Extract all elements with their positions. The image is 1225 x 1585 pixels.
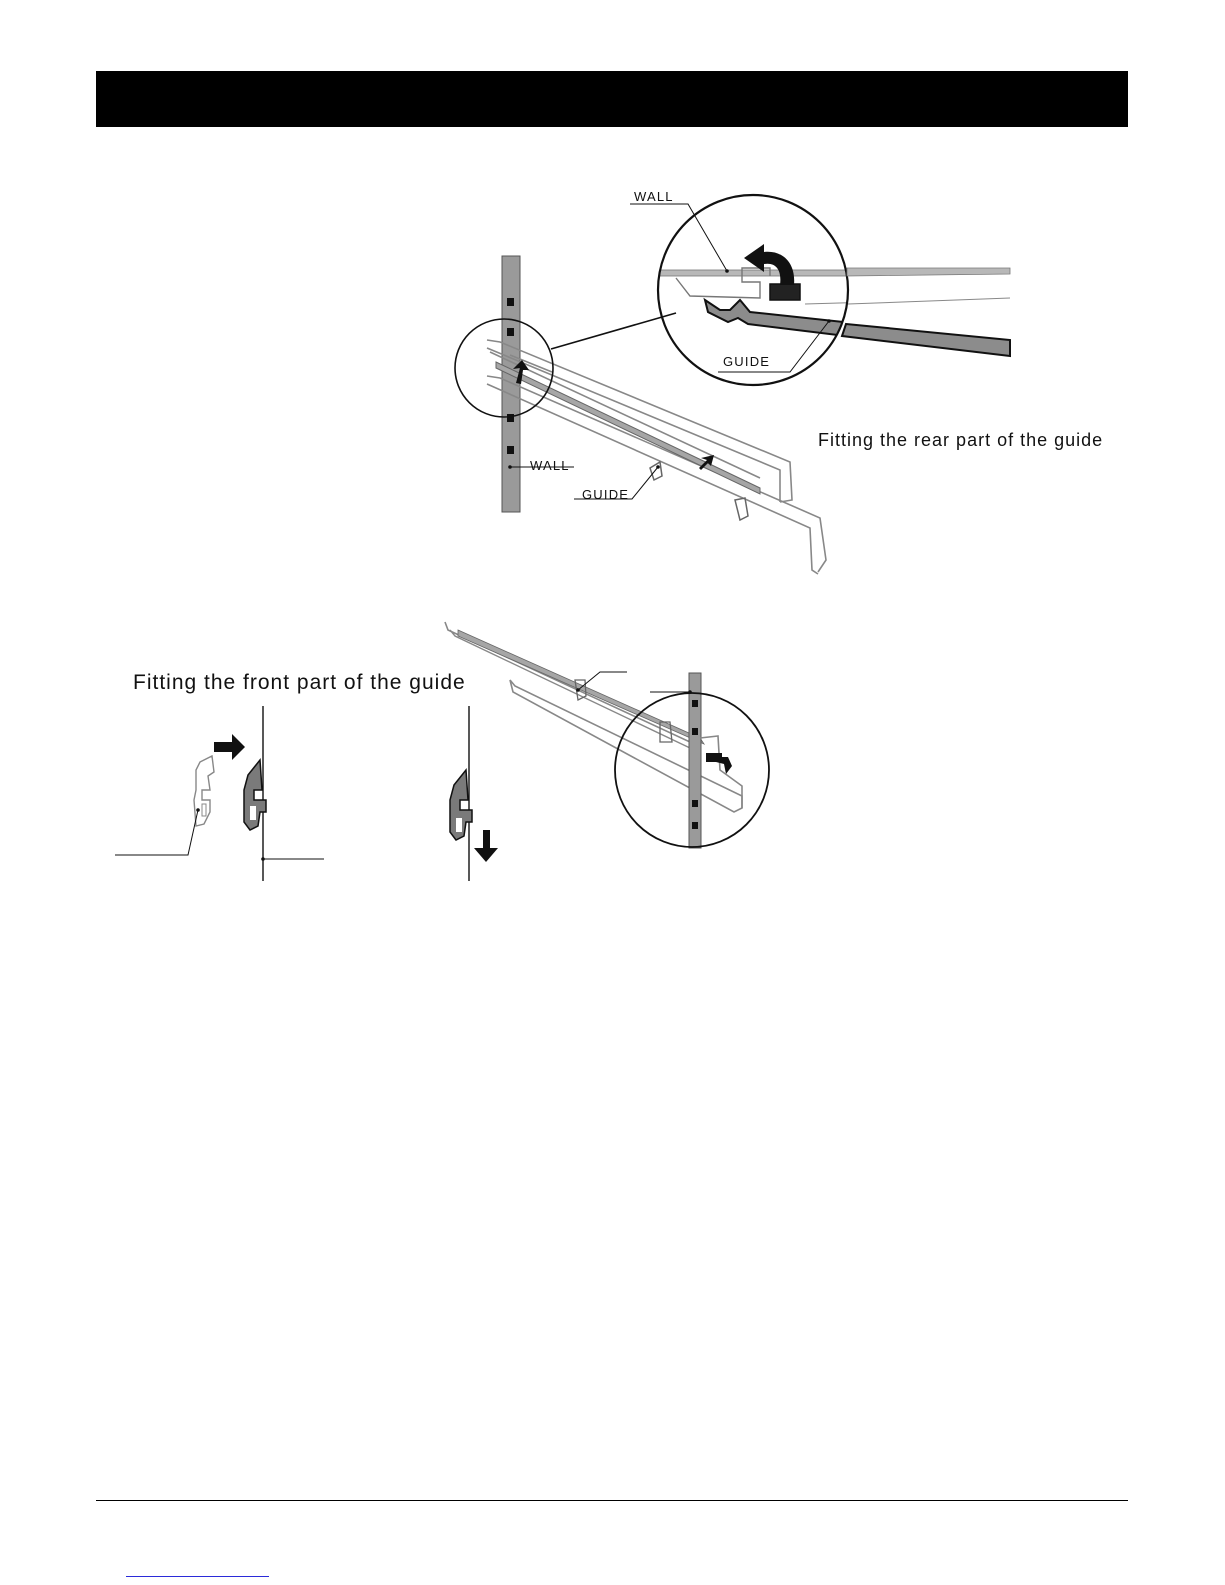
guide-strip xyxy=(496,362,760,494)
curved-arrow-icon xyxy=(744,244,794,285)
arrow-icon xyxy=(214,734,245,760)
lower-guide-rail xyxy=(487,376,826,574)
hook-step-1 xyxy=(115,706,324,881)
arrow-icon xyxy=(474,830,498,862)
rail-tab xyxy=(735,498,748,520)
rail-tab xyxy=(650,462,662,480)
footer-rule xyxy=(96,1500,1128,1501)
wall-label-main: WALL xyxy=(530,458,570,473)
guide-label-main: GUIDE xyxy=(582,487,630,502)
rear-zoom-detail xyxy=(630,195,1015,385)
rear-fitting-illustration xyxy=(455,256,826,574)
caption-rear: Fitting the rear part of the guide xyxy=(818,430,1104,450)
wall-label-zoom: WALL xyxy=(634,189,674,204)
guide-label-zoom: GUIDE xyxy=(723,354,771,369)
front-fitting-illustration xyxy=(445,622,769,848)
wall-strip xyxy=(689,673,701,848)
hook-step-2 xyxy=(450,706,498,881)
footer-link-underline[interactable] xyxy=(126,1576,269,1577)
wall-strip xyxy=(502,256,520,512)
caption-front: Fitting the front part of the guide xyxy=(133,671,466,694)
